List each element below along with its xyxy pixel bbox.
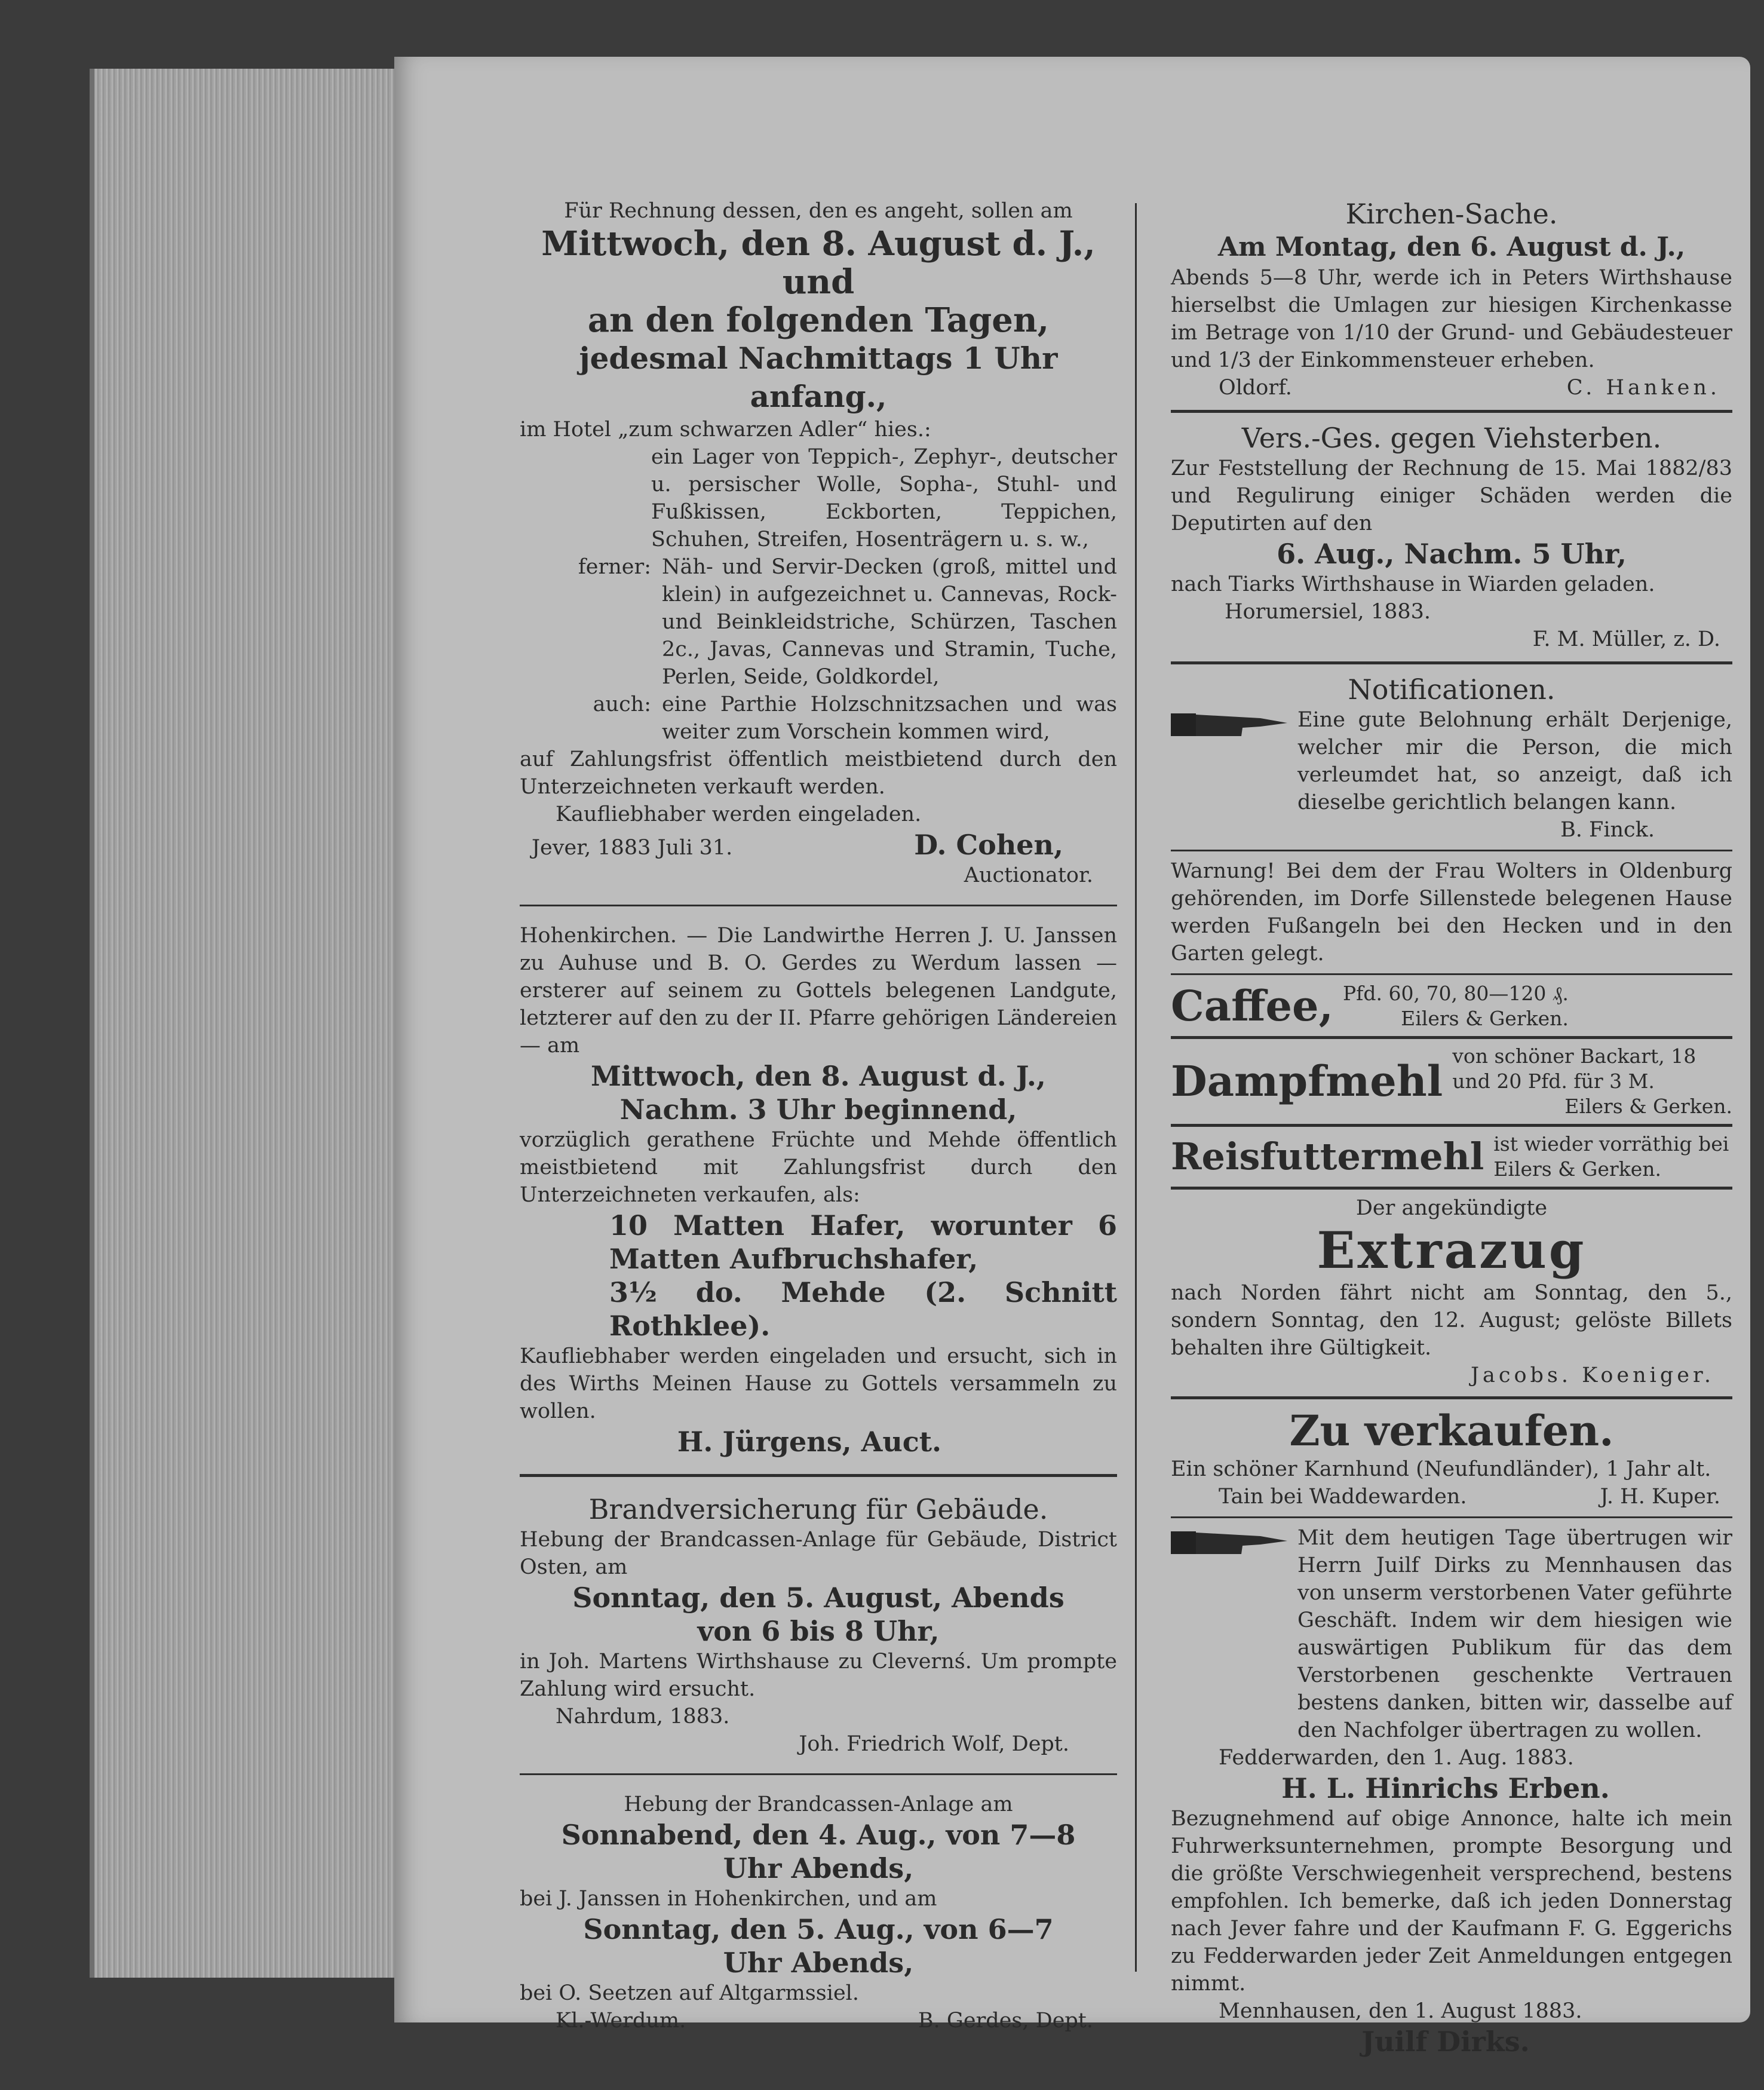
column-divider (1135, 203, 1137, 1972)
ad-signer: D. Cohen, (914, 829, 1063, 861)
ad-separator (520, 1773, 1117, 1775)
ad-invite: Kaufliebhaber werden eingeladen. (556, 802, 922, 826)
ad-signer: B. Gerdes, Dept. (918, 2009, 1093, 2033)
book-page-edges (90, 69, 405, 1978)
ad-signature-row (520, 828, 1117, 862)
ad-pre: Der angekündigte (1355, 1196, 1548, 1220)
ad-headword: Caffee, (1171, 981, 1333, 1031)
auction-ad-juergens (520, 922, 1117, 1458)
ad-place-date: Mennhausen, den 1. August 1883. (1219, 1999, 1582, 2023)
warning-ad (1171, 857, 1732, 967)
ad-signer: H. Jürgens, Auct. (677, 1426, 942, 1458)
ad-date-line: Uhr Abends, (723, 1852, 914, 1884)
ad-terms: auf Zahlungsfrist öffentlich meistbietend durch den Unterzeichneten verkauft werden. (520, 747, 1117, 799)
ad-title: Kirchen-Sache. (1345, 198, 1558, 230)
ad-separator (1171, 1036, 1732, 1039)
reisfuttermehl-ad (1171, 1132, 1732, 1182)
ad-text: in Joh. Martens Wirthshause zu Clevernś. Um prompte Zahlung wird ersucht. (520, 1650, 1117, 1701)
ad-signer: Jacobs. Koeniger. (1470, 1363, 1714, 1387)
ad-text: Abends 5—8 Uhr, werde ich in Peters Wirthshause hierselbst die Umlagen zur hiesigen Kirchenkasse im Betrage von 1/10 der Grund- und Gebäudesteuer und 1/3 der Einkommensteuer erheben. (1171, 266, 1732, 372)
ad-text: ist wieder vorräthig bei (1493, 1132, 1729, 1156)
ad-text: Hohenkirchen. — Die Landwirthe Herren J. U. Janssen zu Auhuse und B. O. Gerdes zu Werdum lassen — ersterer auf seinem zu Gottels belegenen Landgute, letzterer auf den zu der II. Pfarre gehörigen Ländereien — am (520, 924, 1117, 1058)
ad-date-line: von 6 bis 8 Uhr, (697, 1615, 940, 1647)
ad-signer: C. Hanken. (1566, 376, 1720, 400)
ad-date-line: Sonntag, den 5. August, Abends (572, 1582, 1064, 1614)
ad-signer: H. L. Hinrichs Erben. (1281, 1772, 1610, 1804)
ad-place-date: Nahrdum, 1883. (556, 1705, 730, 1729)
ad-text: vorzüglich gerathene Früchte und Mehde öffentlich meistbietend mit Zahlungsfrist durch den Unterzeichneten verkaufen, als: (520, 1128, 1117, 1207)
ad-signer: Eilers & Gerken. (1493, 1157, 1661, 1181)
ad-signature-row (1171, 374, 1732, 402)
ad-date-line: Mittwoch, den 8. August d. J., (591, 1060, 1046, 1092)
ad-separator (1171, 1516, 1732, 1518)
right-column (1171, 197, 1732, 2058)
ad-place: Oldorf. (1219, 376, 1292, 400)
dampfmehl-ad (1171, 1044, 1732, 1119)
ad-signer: Eilers & Gerken. (1564, 1095, 1732, 1118)
ad-title: Vers.-Ges. gegen Viehsterben. (1241, 422, 1662, 454)
left-column (520, 197, 1117, 2034)
pointing-hand-icon (1171, 706, 1290, 742)
ad-text: bei O. Seetzen auf Altgarmssiel. (520, 1981, 859, 2005)
ad-headword: Reisfuttermehl (1171, 1135, 1484, 1178)
ad-signature-row (520, 2007, 1117, 2034)
ad-headword: Dampfmehl (1171, 1056, 1443, 1106)
ad-separator (1171, 410, 1732, 413)
ad-text: Mit dem heutigen Tage übertrugen wir Herrn Juilf Dirks zu Mennhausen das von unserm verstorbenen Vater geführte Geschäft. Indem wir dem hiesigen wie auswärtigen Publikum für das dem Verstorbenen geschenkte Vertrauen bestens danken, bitten wir, dasselbe auf den Nachfolger übertragen zu wollen. (1297, 1526, 1732, 1742)
ad-items: eine Parthie Holzschnitzsachen und was weiter zum Vorschein kommen wird, (662, 692, 1117, 744)
ad-text: nach Norden fährt nicht am Sonntag, den 5., sondern Sonntag, den 12. August; gelöste Billets behalten ihre Gültigkeit. (1171, 1281, 1732, 1360)
ad-separator (1171, 1396, 1732, 1399)
ad-separator (520, 1474, 1117, 1477)
ad-text: Eine gute Belohnung erhält Derjenige, welcher mir die Person, die mich verleumdet hat, so anzeigt, daß ich dieselbe gerichtlich belangen kann. (1297, 708, 1732, 814)
ad-signer: B. Finck. (1560, 818, 1655, 842)
ad-separator (1171, 1124, 1732, 1127)
ad-separator (1171, 850, 1732, 851)
ad-text: Ein schöner Karnhund (Neufundländer), 1 Jahr alt. (1171, 1457, 1711, 1481)
ad-separator (1171, 661, 1732, 664)
fire-insurance-ad-osten (520, 1493, 1117, 1758)
pointing-hand-icon (1171, 1524, 1290, 1560)
ad-body (1493, 1132, 1729, 1182)
ad-separator (520, 905, 1117, 906)
ad-text: Bezugnehmend auf obige Annonce, halte ich mein Fuhrwerksunternehmen, prompte Besorgung und die größte Verschwiegenheit versprechend, bestens empfohlen. Ich bemerke, daß ich jeden Donnerstag nach Jever fahre und der Kaufmann F. G. Eggerichs zu Fedderwarden jeder Zeit Anmeldungen entgegen nimmt. (1171, 1807, 1732, 1996)
ad-text: Warnung! Bei dem der Frau Wolters in Oldenburg gehörenden, im Dorfe Sillenstede belegenen Hause werden Fußangeln bei den Hecken und in den Garten gelegt. (1171, 859, 1732, 966)
ad-date-line: 6. Aug., Nachm. 5 Uhr, (1277, 538, 1627, 570)
ad-body (1171, 706, 1732, 816)
ad-text: Pfd. 60, 70, 80—120 ₰. (1342, 982, 1569, 1005)
church-ad (1171, 197, 1732, 402)
business-transfer-ad (1171, 1524, 1732, 2058)
ad-date-line: Nachm. 3 Uhr beginnend, (619, 1093, 1017, 1126)
ad-intro: Für Rechnung dessen, den es angeht, sollen am (564, 199, 1073, 223)
ad-signature-row (1171, 1483, 1732, 1510)
ad-body (1171, 1524, 1732, 1744)
ad-place: im Hotel „zum schwarzen Adler“ hies.: (520, 418, 931, 442)
fire-insurance-ad-werdum (520, 1791, 1117, 2034)
ad-items-ferner (520, 553, 1117, 691)
label-ferner: ferner: (578, 555, 651, 579)
ad-goods: 3½ do. Mehde (2. Schnitt Rothklee). (609, 1276, 1117, 1342)
ad-separator (1171, 973, 1732, 975)
caffee-ad (1171, 981, 1732, 1031)
ad-signer: Joh. Friedrich Wolf, Dept. (799, 1732, 1069, 1756)
extra-train-ad (1171, 1194, 1732, 1389)
ad-date-line: an den folgenden Tagen, (587, 301, 1050, 340)
label-auch: auch: (593, 692, 651, 716)
ad-text: nach Tiarks Wirthshause in Wiarden geladen. (1171, 572, 1655, 596)
ad-title: Extrazug (1317, 1221, 1587, 1280)
ad-signer: Juilf Dirks. (1361, 2025, 1530, 2058)
auction-ad-cohen (520, 197, 1117, 889)
ad-signer: J. H. Kuper. (1600, 1485, 1720, 1509)
ad-place-date: Horumersiel, 1883. (1225, 600, 1431, 624)
ad-place-date: Jever, 1883 Juli 31. (532, 836, 733, 860)
ad-items: Näh- und Servir-Decken (groß, mittel und klein) in aufgezeichnet u. Cannevas, Rock- und Beinkleidstriche, Schürzen, Taschen 2c., Javas, Cannevas und Stramin, Tuche, Perlen, Seide, Goldkordel, (662, 555, 1117, 689)
ad-body (1452, 1044, 1732, 1119)
ad-body (1343, 981, 1569, 1031)
ad-place: Tain bei Waddewarden. (1219, 1485, 1467, 1509)
ad-date-line: Mittwoch, den 8. August d. J., und (541, 224, 1096, 302)
ad-title: Brandversicherung für Gebäude. (588, 1493, 1048, 1525)
ad-date-line: jedesmal Nachmittags 1 Uhr anfang., (579, 341, 1058, 414)
ad-text: bei J. Janssen in Hohenkirchen, und am (520, 1887, 937, 1911)
ad-text: Hebung der Brandcassen-Anlage am (624, 1792, 1013, 1816)
ad-items: ein Lager von Teppich-, Zephyr-, deutscher u. persischer Wolle, Sopha-, Stuhl- und Fußkissen, Eckborten, Teppichen, Schuhen, Streifen, Hosenträgern u. s. w., (651, 445, 1117, 551)
ad-place-date: Fedderwarden, den 1. Aug. 1883. (1219, 1746, 1574, 1770)
ad-date-line: Uhr Abends, (723, 1947, 914, 1979)
ad-signer: Eilers & Gerken. (1401, 1007, 1569, 1030)
ad-goods: 10 Matten Hafer, worunter 6 Matten Aufbruchshafer, (609, 1209, 1117, 1275)
ad-text: von schöner Backart, 18 und 20 Pfd. für 3 M. (1452, 1044, 1696, 1093)
ad-place: Kl.-Werdum. (556, 2009, 686, 2033)
ad-signer: F. M. Müller, z. D. (1532, 627, 1720, 651)
notification-ad-finck (1171, 673, 1732, 844)
ad-date-line: Am Montag, den 6. August d. J., (1217, 232, 1686, 262)
ad-separator (1171, 1187, 1732, 1190)
ad-title: Zu verkaufen. (1289, 1406, 1614, 1455)
ad-date-line: Sonntag, den 5. Aug., von 6—7 (583, 1913, 1054, 1945)
ad-signer-title: Auctionator. (964, 863, 1093, 887)
dog-sale-ad (1171, 1406, 1732, 1510)
livestock-insurance-ad (1171, 421, 1732, 653)
ad-text: Hebung der Brandcassen-Anlage für Gebäude, District Osten, am (520, 1528, 1117, 1579)
ad-items-auch (520, 691, 1117, 746)
ad-title: Notificationen. (1348, 673, 1556, 706)
ad-text: Kaufliebhaber werden eingeladen und ersucht, sich in des Wirths Meinen Hause zu Gottels versammeln zu wollen. (520, 1344, 1117, 1423)
ad-date-line: Sonnabend, den 4. Aug., von 7—8 (561, 1819, 1076, 1851)
ad-text: Zur Feststellung der Rechnung de 15. Mai 1882/83 und Regulirung einiger Schäden werden die Deputirten auf den (1171, 456, 1732, 535)
